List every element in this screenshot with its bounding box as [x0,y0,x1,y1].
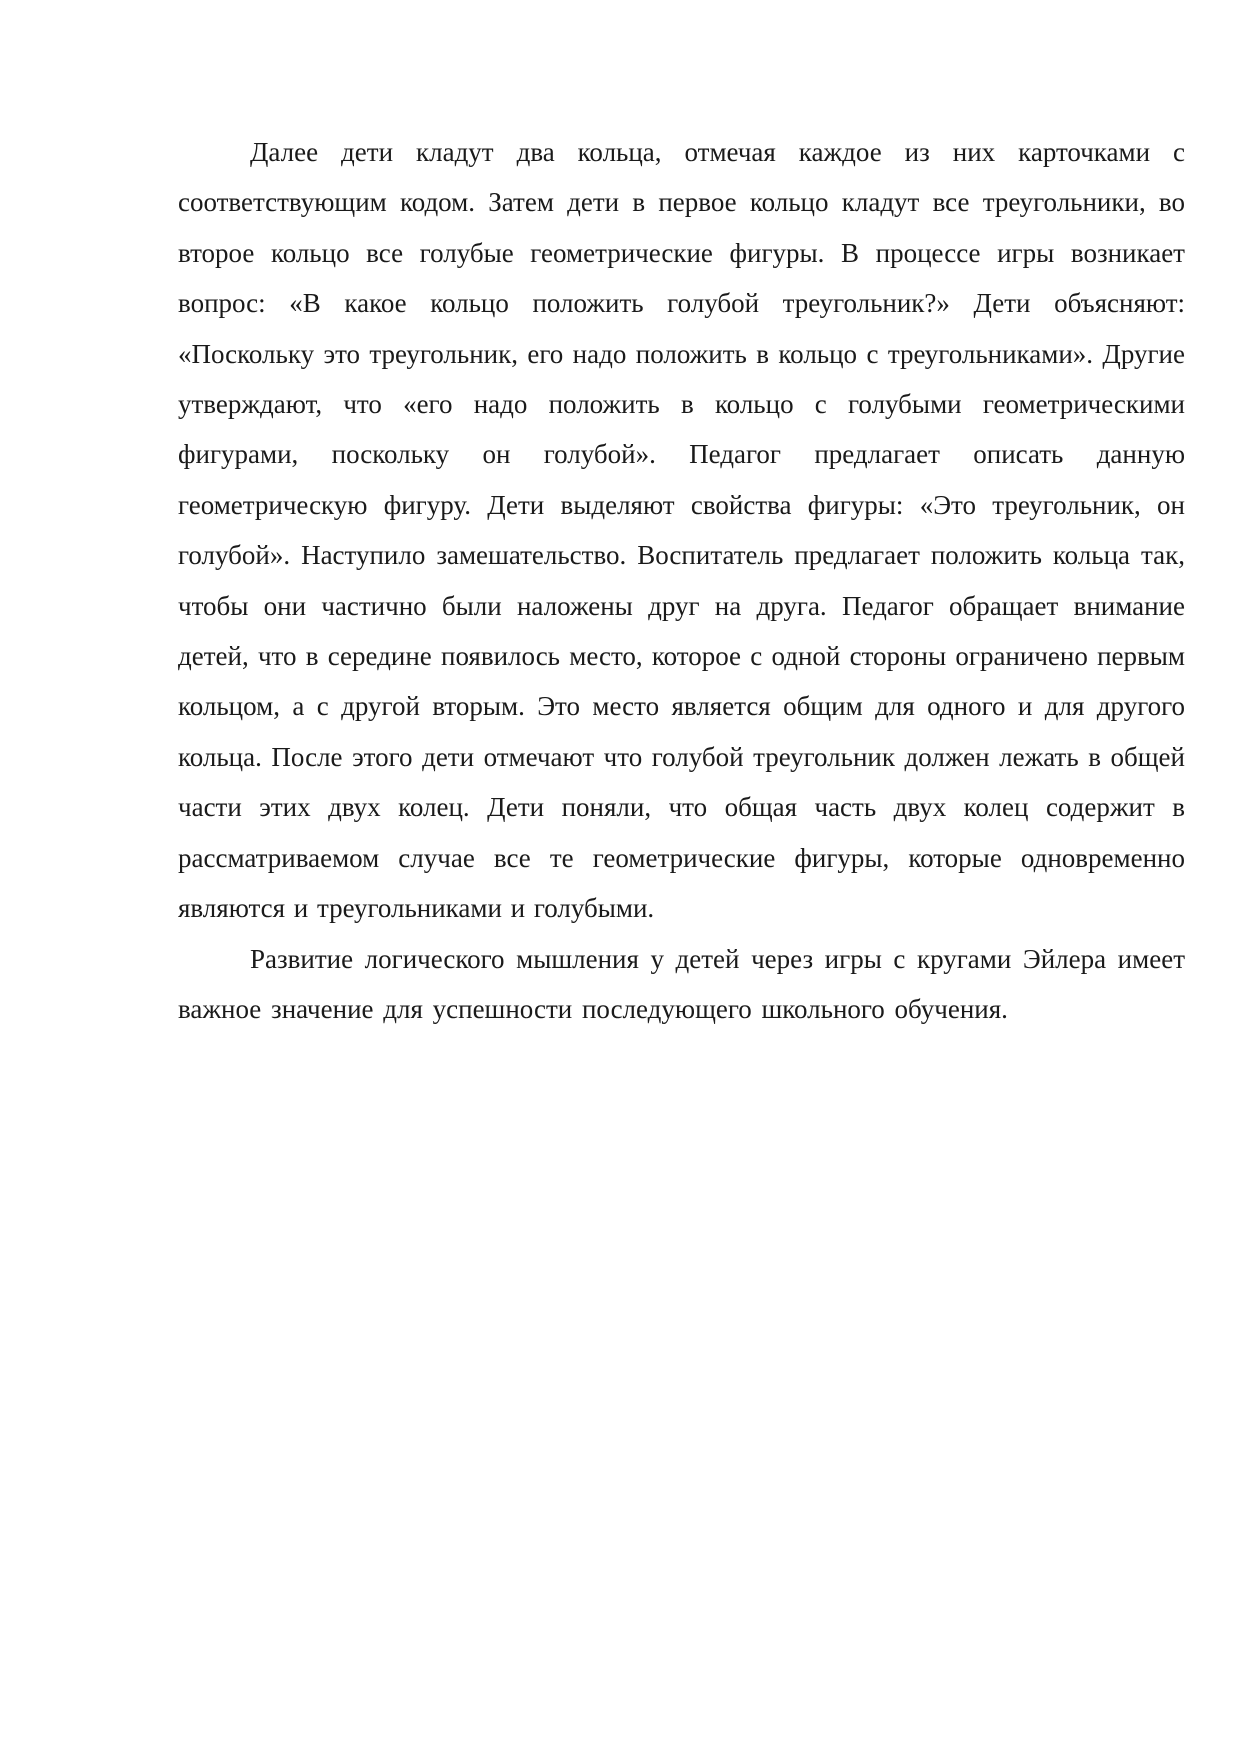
paragraph-euler-rings-game: Далее дети кладут два кольца, отмечая каждое из них карточками с соответствующим кодом. Затем дети в первое кольцо кладут все треугольники, во второе кольцо все голубые геометрические фигуры. В процессе игры возникает вопрос: «В какое кольцо положить голубой треугольник?» Дети объясняют: «Поскольку это треугольник, его надо положить в кольцо с треугольниками». Другие утверждают, что «его надо положить в кольцо с голубыми геометрическими фигурами, поскольку он голубой». Педагог предлагает описать данную геометрическую фигуру. Дети выделяют свойства фигуры: «Это треугольник, он голубой». Наступило замешательство. Воспитатель предлагает положить кольца так, чтобы они частично были наложены друг на друга. Педагог обращает внимание детей, что в середине появилось место, которое с одной стороны ограничено первым кольцом, а с другой вторым. Это место является общим для одного и для другого кольца. После этого дети отмечают что голубой треугольник должен лежать в общей части этих двух колец. Дети поняли, что общая часть двух колец содержит в рассматриваемом случае все те геометрические фигуры, которые одновременно являются и треугольниками и голубыми. [178,137,1185,924]
document-body [178,127,1185,1034]
paragraph-conclusion: Развитие логического мышления у детей через игры с кругами Эйлера имеет важное значение для успешности последующего школьного обучения. [178,943,1185,1024]
